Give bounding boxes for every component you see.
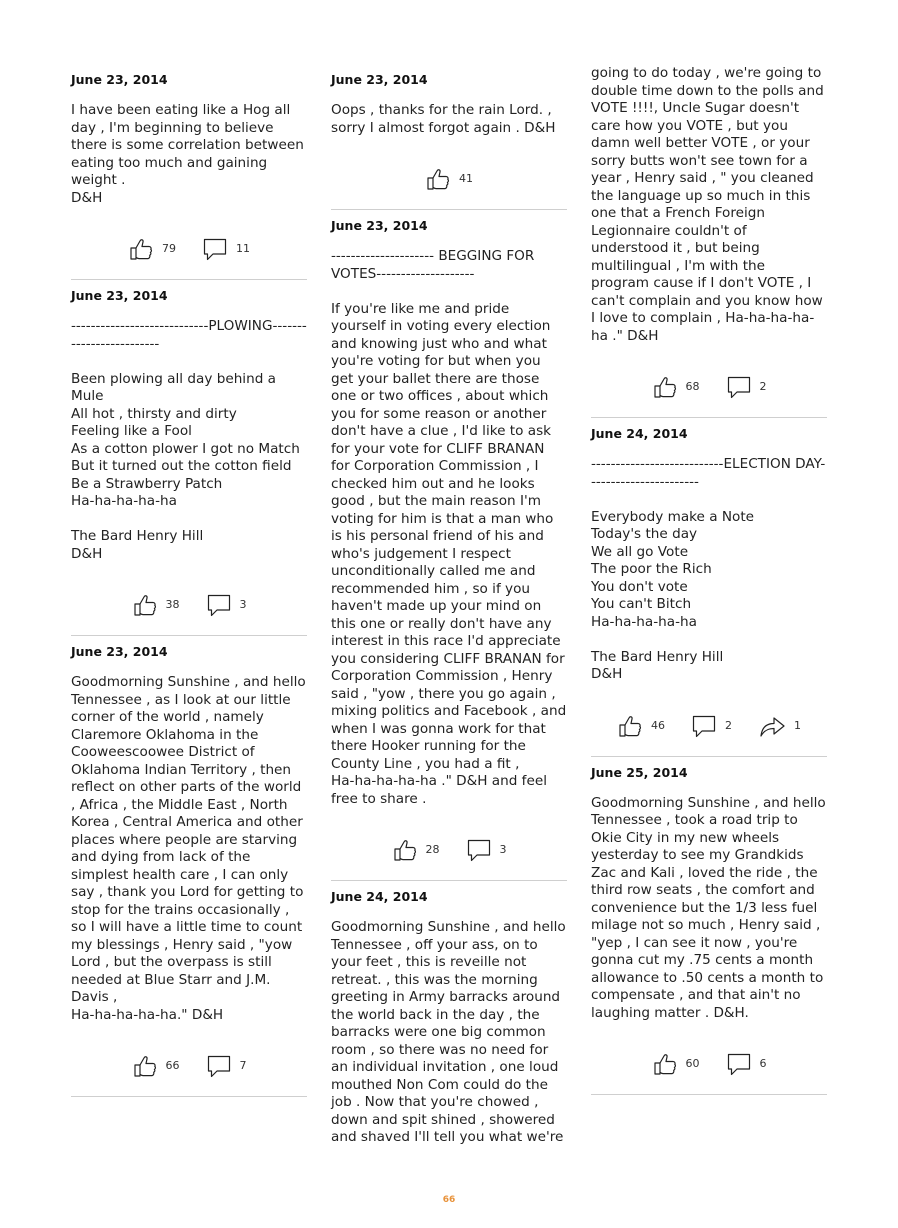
comment-count: 3: [239, 598, 247, 611]
comment-button[interactable]: [206, 593, 247, 617]
like-count: 60: [685, 1057, 700, 1070]
post-stats: [591, 1052, 827, 1076]
post-text: Oops , thanks for the rain Lord. , sorry I almost forgot again . D&H: [331, 102, 556, 136]
post: [71, 64, 307, 280]
comment-button[interactable]: [206, 1054, 247, 1078]
thumbs-up-icon: [652, 375, 678, 399]
comment-icon: [726, 1052, 752, 1076]
post: [331, 64, 567, 210]
thumbs-up-icon: [617, 714, 643, 738]
post-stats: [331, 838, 567, 862]
post-text: ----------------------------PLOWING------- ------------------ Been plowing all day behind a Mule All hot , thirsty and dirty Feeling like a Fool As a cotton plower I got no Match But it turned out the cotton field Be a Strawberry Patch Ha-ha-ha-ha-ha The Bard Henry Hill D&H: [71, 318, 307, 562]
comment-icon: [206, 1054, 232, 1078]
post-date: June 23, 2014: [71, 288, 168, 303]
thumbs-up-icon: [128, 237, 154, 261]
comment-button[interactable]: [202, 237, 250, 261]
post: [591, 418, 827, 757]
post-date: June 25, 2014: [591, 764, 688, 780]
post: [71, 636, 307, 1097]
post-stats: [71, 237, 307, 261]
post-date: June 23, 2014: [331, 72, 428, 87]
thumbs-up-icon: [132, 1054, 158, 1078]
like-button[interactable]: [132, 1054, 180, 1078]
like-button[interactable]: [652, 375, 700, 399]
post-date: June 23, 2014: [71, 72, 168, 87]
comment-icon: [691, 714, 717, 738]
comment-icon: [202, 237, 228, 261]
post-text: --------------------- BEGGING FOR VOTES-------------------- If you're like me and pride yourself in voting every election and knowing just who and what you're voting for but when you get your ballet there are those one or two offices , about which you for some reason or another don't have a clue , I'd like to ask for your vote for CLIFF BRANAN for Corporation Commission , I checked him out and he looks good , but the main reason I'm voting for him is that a man who is his personal friend of his and who's judgement I respect unconditionally called me and recommended him , so if you haven't made up your mind on this one or really don't have any interest in this race I'd appreciate you considering CLIFF BRANAN for Corporation Commission , Henry said , "yow , there you go again , mixing politics and Facebook , and when I was gonna work for that there Hooker running for the County Line , you had a fit , Ha-ha-ha-ha-ha ." D&H and feel free to share .: [331, 248, 567, 807]
comment-count: 11: [236, 242, 250, 255]
post-continued: [591, 65, 827, 418]
share-count: 1: [794, 718, 801, 732]
post-date: June 23, 2014: [331, 218, 428, 233]
post-stats: [591, 375, 827, 399]
comment-icon: [466, 838, 492, 862]
comment-button[interactable]: [726, 375, 767, 399]
like-count: 68: [685, 380, 700, 393]
thumbs-up-icon: [392, 838, 418, 862]
comment-count: 2: [759, 380, 767, 393]
post: [331, 210, 567, 881]
thumbs-up-icon: [132, 593, 158, 617]
comment-button[interactable]: [466, 838, 507, 862]
thumbs-up-icon: [425, 167, 451, 191]
post-stats: [71, 1054, 307, 1078]
like-count: 38: [165, 598, 180, 611]
post-text: Goodmorning Sunshine , and hello Tennessee , off your ass, on to your feet , this is reveille not retreat. , this was the morning greeting in Army barracks around the world back in the day , the barracks were one big common room , so there was no need for an individual invitation , one loud mouthed Non Com could do the job . Now that you're chowed , down and spit shined , showered and shaved I'll tell you what we're: [331, 919, 566, 1145]
comment-button[interactable]: [726, 1052, 767, 1076]
comment-count: 2: [725, 718, 732, 732]
like-button[interactable]: [132, 593, 180, 617]
post-date: June 23, 2014: [71, 644, 168, 659]
like-count: 41: [459, 172, 473, 185]
column-3: [591, 65, 827, 1095]
post: [591, 757, 827, 1096]
column-2: [331, 64, 567, 1147]
column-1: [71, 64, 307, 1097]
comment-count: 3: [499, 843, 507, 856]
post-text: Goodmorning Sunshine , and hello Tennessee , as I look at our little corner of the world , namely Claremore Oklahoma in the Cooweescoowee District of Oklahoma Indian Territory , then reflect on other parts of the world , Africa , the Middle East , North Korea , Central America and other places where people are starving and dying from lack of the simplest health care , I can only say , thank you Lord for getting to stop for the trains occasionally , so I will have a little time to count my blessings , Henry said , "yow Lord , but the overpass is still needed at Blue Starr and J.M. Davis , Ha-ha-ha-ha-ha." D&H: [71, 674, 306, 1023]
share-arrow-icon: [758, 714, 786, 738]
like-count: 79: [162, 242, 176, 255]
share-button[interactable]: [758, 714, 801, 738]
post-date: June 24, 2014: [591, 426, 688, 441]
like-count: 66: [165, 1059, 180, 1072]
like-button[interactable]: [617, 714, 665, 738]
post-text: going to do today , we're going to double time down to the polls and VOTE !!!!, Uncle Sugar doesn't care how you VOTE , but you damn well better VOTE , or your sorry butts won't see town for a year , Henry said , " you cleaned the language up so much in this one that a French Foreign Legionnaire couldn't of understood it , but being multilingual , I'm with the program cause if I don't VOTE , I can't complain and you know how I love to complain , Ha-ha-ha-ha-ha ." D&H: [591, 65, 824, 344]
post: [71, 280, 307, 636]
comment-count: 6: [759, 1057, 767, 1070]
post-stats: [591, 714, 827, 738]
page-number: 66: [442, 1195, 456, 1205]
comment-count: 7: [239, 1059, 247, 1072]
like-button[interactable]: [392, 838, 440, 862]
post-stats: [71, 593, 307, 617]
comment-icon: [726, 375, 752, 399]
like-count: 28: [425, 843, 440, 856]
post-text: I have been eating like a Hog all day , I'm beginning to believe there is some correlation between eating too much and gaining weight . D&H: [71, 102, 304, 206]
post-text: ---------------------------ELECTION DAY----------------------- Everybody make a Note Today's the day We all go Vote The poor the Rich You don't vote You can't Bitch Ha-ha-ha-ha-ha The Bard Henry Hill D&H: [591, 456, 826, 682]
like-button[interactable]: [425, 167, 473, 191]
post-date: June 24, 2014: [331, 889, 428, 904]
post-text: Goodmorning Sunshine , and hello Tennessee , took a road trip to Okie City in my new wheels yesterday to see my Grandkids Zac and Kali , loved the ride , the third row seats , the comfort and convenience but the 1/3 less fuel milage not so much , Henry said , "yep , I can see it now , you're gonna cut my .75 cents a month allowance to .50 cents a month to compensate , and that ain't no laughing matter . D&H.: [591, 794, 826, 1021]
comment-button[interactable]: [691, 714, 732, 738]
thumbs-up-icon: [652, 1052, 678, 1076]
like-count: 46: [651, 718, 665, 732]
like-button[interactable]: [652, 1052, 700, 1076]
post: [331, 881, 567, 1147]
comment-icon: [206, 593, 232, 617]
like-button[interactable]: [128, 237, 176, 261]
post-stats: [331, 167, 567, 191]
